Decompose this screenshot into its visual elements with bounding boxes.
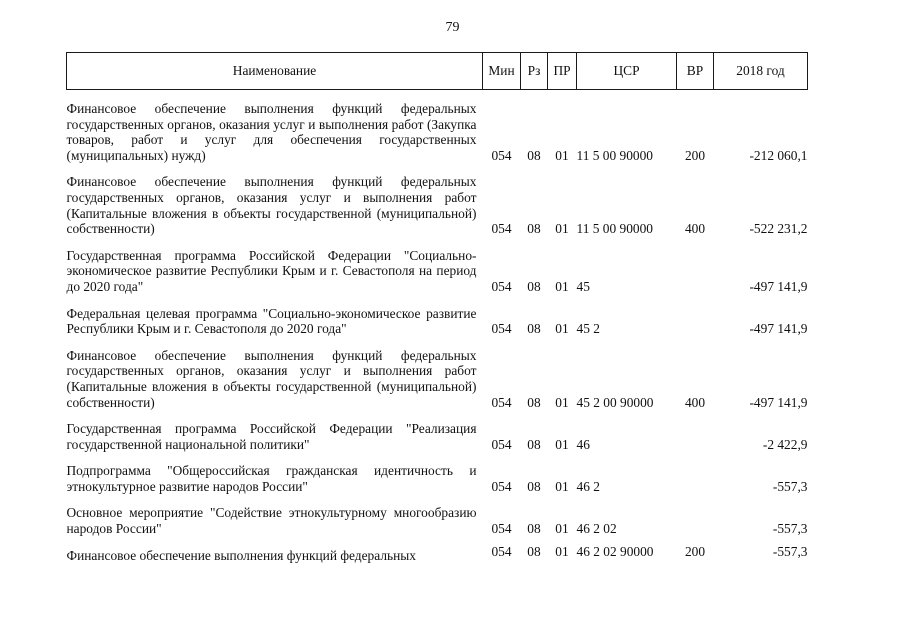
row-amount: -557,3 xyxy=(772,521,808,537)
row-name: Федеральная целевая программа "Социально-экономическое развитие Республики Крым и г. Севастополя до 2020 года" xyxy=(66,305,477,337)
header-amount: 2018 год xyxy=(714,53,808,90)
row-amount: -497 141,9 xyxy=(749,278,808,294)
header-rz: Рз xyxy=(521,53,548,90)
table-row xyxy=(67,97,808,163)
budget-table xyxy=(66,52,808,563)
row-name: Финансовое обеспечение выполнения функций федеральных xyxy=(66,547,416,563)
row-vr xyxy=(677,302,714,337)
row-rz: 08 xyxy=(527,147,541,163)
header-vr: ВР xyxy=(677,53,714,90)
row-csr: 46 2 02 90000 xyxy=(576,543,654,559)
row-name: Государственная программа Российской Федерации "Социально-экономическое развитие Республики Крым и г. Севастополя на период до 2020 года" xyxy=(66,247,477,294)
row-csr: 46 2 02 xyxy=(576,521,617,537)
row-min: 054 xyxy=(491,321,512,337)
row-vr: 400 xyxy=(684,221,706,237)
table-row xyxy=(67,501,808,536)
row-pr: 01 xyxy=(555,543,569,559)
row-vr: 400 xyxy=(684,394,706,410)
row-rz: 08 xyxy=(527,521,541,537)
row-pr: 01 xyxy=(555,521,569,537)
header-name: Наименование xyxy=(67,53,483,90)
table-row xyxy=(67,244,808,295)
table-row xyxy=(67,344,808,410)
row-min: 054 xyxy=(491,521,512,537)
row-csr: 11 5 00 90000 xyxy=(576,147,653,163)
row-min: 054 xyxy=(491,478,512,494)
row-amount: -2 422,9 xyxy=(762,436,808,452)
row-csr: 46 xyxy=(576,436,590,452)
row-name: Финансовое обеспечение выполнения функций федеральных государственных органов, оказания услуг и выполнения работ (Закупка товаров, работ и услуг для обеспечения государственных (муниципальных) нужд) xyxy=(66,101,477,163)
row-rz: 08 xyxy=(527,278,541,294)
row-pr: 01 xyxy=(555,278,569,294)
row-name: Финансовое обеспечение выполнения функций федеральных государственных органов, оказания услуг и выполнения работ (Капитальные вложения в объекты государственной (муниципальной) собственности) xyxy=(66,174,477,237)
row-vr xyxy=(677,459,714,494)
row-pr: 01 xyxy=(555,147,569,163)
row-name: Государственная программа Российской Федерации "Реализация государственной национальной политики" xyxy=(66,421,477,452)
row-name: Подпрограмма "Общероссийская гражданская идентичность и этнокультурное развитие народов России" xyxy=(66,463,477,494)
row-csr: 45 xyxy=(576,278,590,294)
table-row xyxy=(67,544,808,564)
row-amount: -497 141,9 xyxy=(749,321,808,337)
row-rz: 08 xyxy=(527,436,541,452)
row-vr xyxy=(677,501,714,536)
row-pr: 01 xyxy=(555,221,569,237)
row-csr: 46 2 xyxy=(576,478,600,494)
row-vr xyxy=(677,244,714,295)
row-min: 054 xyxy=(491,278,512,294)
row-min: 054 xyxy=(491,543,512,559)
row-min: 054 xyxy=(491,147,512,163)
row-name: Финансовое обеспечение выполнения функций федеральных государственных органов, оказания услуг и выполнения работ (Капитальные вложения в объекты государственной (муниципальной) собственности) xyxy=(66,347,477,410)
row-rz: 08 xyxy=(527,221,541,237)
row-pr: 01 xyxy=(555,478,569,494)
table-row xyxy=(67,170,808,236)
row-rz: 08 xyxy=(527,394,541,410)
row-min: 054 xyxy=(491,394,512,410)
row-rz: 08 xyxy=(527,478,541,494)
row-min: 054 xyxy=(491,436,512,452)
row-pr: 01 xyxy=(555,436,569,452)
table-header-row xyxy=(67,53,808,90)
row-pr: 01 xyxy=(555,321,569,337)
row-rz: 08 xyxy=(527,321,541,337)
row-csr: 45 2 00 90000 xyxy=(576,394,654,410)
row-name: Основное мероприятие "Содействие этнокультурному многообразию народов России" xyxy=(66,505,477,537)
row-amount: -522 231,2 xyxy=(749,221,808,237)
row-rz: 08 xyxy=(527,543,541,559)
row-vr xyxy=(677,417,714,452)
row-amount: -557,3 xyxy=(772,543,808,559)
row-amount: -497 141,9 xyxy=(749,394,808,410)
row-csr: 45 2 xyxy=(576,321,600,337)
header-min: Мин xyxy=(483,53,521,90)
row-csr: 11 5 00 90000 xyxy=(576,221,653,237)
page-number: 79 xyxy=(445,20,460,35)
table-row xyxy=(67,459,808,494)
table-row xyxy=(67,302,808,337)
row-amount: -557,3 xyxy=(772,478,808,494)
header-pr: ПР xyxy=(548,53,577,90)
table-row xyxy=(67,417,808,452)
row-min: 054 xyxy=(491,221,512,237)
row-vr: 200 xyxy=(684,543,706,559)
row-amount: -212 060,1 xyxy=(749,147,808,163)
header-csr: ЦСР xyxy=(577,53,677,90)
row-pr: 01 xyxy=(555,394,569,410)
row-vr: 200 xyxy=(684,147,706,163)
